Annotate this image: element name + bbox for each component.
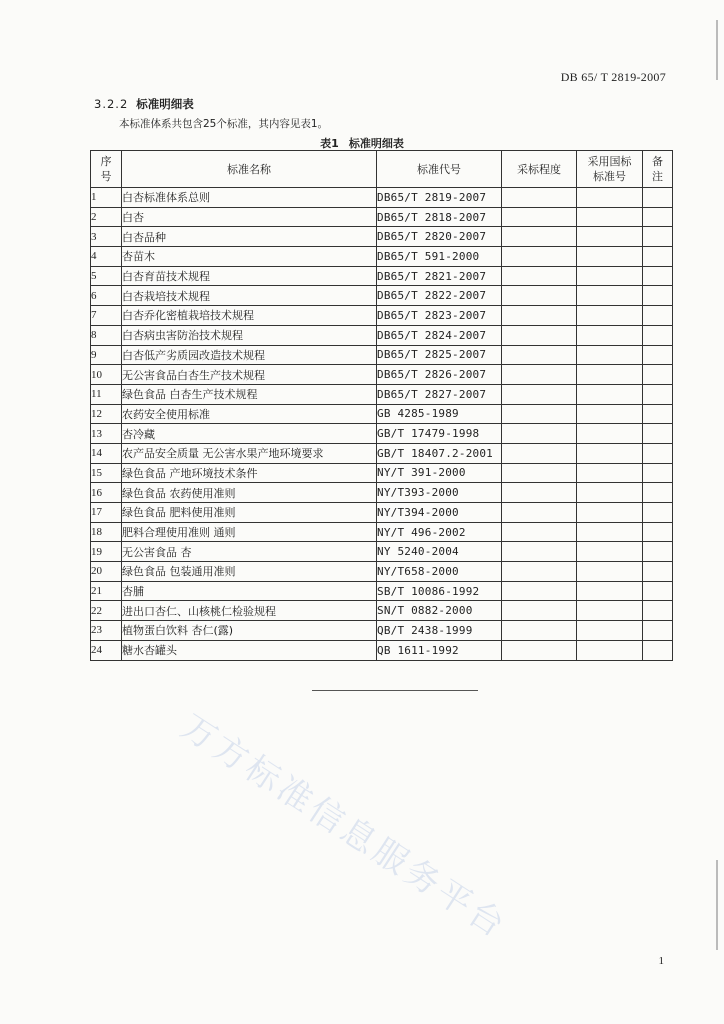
row-standard-name: 白杏栽培技术规程 bbox=[122, 286, 377, 306]
row-standard-code: DB65/T 2818-2007 bbox=[377, 207, 502, 227]
row-remark bbox=[643, 581, 673, 601]
row-standard-code: DB65/T 2822-2007 bbox=[377, 286, 502, 306]
table-row bbox=[91, 483, 673, 503]
table-row bbox=[91, 542, 673, 562]
row-serial: 13 bbox=[91, 424, 122, 444]
row-serial: 9 bbox=[91, 345, 122, 365]
row-standard-name: 绿色食品 肥料使用准则 bbox=[122, 503, 377, 523]
row-remark bbox=[643, 522, 673, 542]
row-standard-code: GB 4285-1989 bbox=[377, 404, 502, 424]
row-serial: 19 bbox=[91, 542, 122, 562]
row-serial: 7 bbox=[91, 306, 122, 326]
scan-edge-mark bbox=[716, 20, 718, 80]
row-adoption-degree bbox=[502, 562, 577, 582]
row-standard-name: 糖水杏罐头 bbox=[122, 640, 377, 660]
row-adoption-degree bbox=[502, 286, 577, 306]
row-serial: 5 bbox=[91, 266, 122, 286]
table-row bbox=[91, 621, 673, 641]
row-standard-name: 绿色食品 农药使用准则 bbox=[122, 483, 377, 503]
row-adoption-degree bbox=[502, 227, 577, 247]
row-remark bbox=[643, 188, 673, 208]
row-standard-code: NY/T393-2000 bbox=[377, 483, 502, 503]
row-intl-standard bbox=[577, 601, 643, 621]
row-standard-code: DB65/T 2826-2007 bbox=[377, 365, 502, 385]
row-adoption-degree bbox=[502, 640, 577, 660]
row-serial: 8 bbox=[91, 325, 122, 345]
row-adoption-degree bbox=[502, 207, 577, 227]
table-row bbox=[91, 345, 673, 365]
row-remark bbox=[643, 640, 673, 660]
row-intl-standard bbox=[577, 424, 643, 444]
row-adoption-degree bbox=[502, 601, 577, 621]
table-row bbox=[91, 503, 673, 523]
row-standard-code: NY/T394-2000 bbox=[377, 503, 502, 523]
row-adoption-degree bbox=[502, 306, 577, 326]
table-row bbox=[91, 188, 673, 208]
table-caption-title: 标准明细表 bbox=[348, 137, 404, 150]
row-adoption-degree bbox=[502, 424, 577, 444]
row-standard-name: 白杏 bbox=[122, 207, 377, 227]
row-standard-code: NY/T658-2000 bbox=[377, 562, 502, 582]
row-standard-code: DB65/T 2825-2007 bbox=[377, 345, 502, 365]
row-standard-code: DB65/T 2823-2007 bbox=[377, 306, 502, 326]
row-standard-name: 杏苗木 bbox=[122, 247, 377, 267]
row-standard-code: SN/T 0882-2000 bbox=[377, 601, 502, 621]
row-standard-code: NY/T 391-2000 bbox=[377, 463, 502, 483]
row-standard-code: DB65/T 591-2000 bbox=[377, 247, 502, 267]
row-remark bbox=[643, 463, 673, 483]
table-row bbox=[91, 522, 673, 542]
row-adoption-degree bbox=[502, 345, 577, 365]
row-serial: 18 bbox=[91, 522, 122, 542]
row-standard-code: NY 5240-2004 bbox=[377, 542, 502, 562]
row-standard-name: 白杏病虫害防治技术规程 bbox=[122, 325, 377, 345]
table-row bbox=[91, 286, 673, 306]
row-standard-name: 白杏标准体系总则 bbox=[122, 188, 377, 208]
row-standard-name: 植物蛋白饮料 杏仁(露) bbox=[122, 621, 377, 641]
row-intl-standard bbox=[577, 345, 643, 365]
row-serial: 22 bbox=[91, 601, 122, 621]
row-adoption-degree bbox=[502, 365, 577, 385]
row-standard-code: DB65/T 2820-2007 bbox=[377, 227, 502, 247]
row-serial: 23 bbox=[91, 621, 122, 641]
row-standard-name: 农产品安全质量 无公害水果产地环境要求 bbox=[122, 443, 377, 463]
row-standard-name: 白杏低产劣质园改造技术规程 bbox=[122, 345, 377, 365]
row-serial: 1 bbox=[91, 188, 122, 208]
row-serial: 15 bbox=[91, 463, 122, 483]
row-intl-standard bbox=[577, 621, 643, 641]
row-remark bbox=[643, 601, 673, 621]
row-remark bbox=[643, 424, 673, 444]
row-standard-code: DB65/T 2819-2007 bbox=[377, 188, 502, 208]
row-adoption-degree bbox=[502, 325, 577, 345]
row-standard-code: QB/T 2438-1999 bbox=[377, 621, 502, 641]
row-standard-name: 无公害食品白杏生产技术规程 bbox=[122, 365, 377, 385]
row-adoption-degree bbox=[502, 621, 577, 641]
header-serial: 序 号 bbox=[91, 151, 122, 188]
row-remark bbox=[643, 443, 673, 463]
row-standard-code: DB65/T 2824-2007 bbox=[377, 325, 502, 345]
row-remark bbox=[643, 562, 673, 582]
table-row bbox=[91, 463, 673, 483]
footer-rule bbox=[312, 690, 478, 691]
row-intl-standard bbox=[577, 581, 643, 601]
row-serial: 21 bbox=[91, 581, 122, 601]
header-standard-code: 标准代号 bbox=[377, 151, 502, 188]
row-adoption-degree bbox=[502, 443, 577, 463]
row-serial: 6 bbox=[91, 286, 122, 306]
table-caption-label: 表1 bbox=[320, 137, 339, 150]
row-intl-standard bbox=[577, 463, 643, 483]
row-remark bbox=[643, 503, 673, 523]
row-remark bbox=[643, 227, 673, 247]
row-serial: 4 bbox=[91, 247, 122, 267]
row-standard-name: 白杏乔化密植栽培技术规程 bbox=[122, 306, 377, 326]
table-row bbox=[91, 227, 673, 247]
row-standard-code: GB/T 17479-1998 bbox=[377, 424, 502, 444]
row-standard-name: 杏脯 bbox=[122, 581, 377, 601]
row-adoption-degree bbox=[502, 542, 577, 562]
row-remark bbox=[643, 365, 673, 385]
row-intl-standard bbox=[577, 325, 643, 345]
scan-edge-mark bbox=[716, 860, 718, 950]
row-adoption-degree bbox=[502, 483, 577, 503]
table-row bbox=[91, 247, 673, 267]
row-intl-standard bbox=[577, 188, 643, 208]
table-row bbox=[91, 325, 673, 345]
intro-paragraph: 本标准体系共包含25个标准，其内容见表1。 bbox=[119, 118, 329, 130]
row-standard-name: 绿色食品 白杏生产技术规程 bbox=[122, 384, 377, 404]
row-standard-name: 绿色食品 包装通用准则 bbox=[122, 562, 377, 582]
table-row bbox=[91, 266, 673, 286]
row-serial: 10 bbox=[91, 365, 122, 385]
table-row bbox=[91, 601, 673, 621]
row-intl-standard bbox=[577, 443, 643, 463]
row-intl-standard bbox=[577, 483, 643, 503]
row-standard-name: 白杏育苗技术规程 bbox=[122, 266, 377, 286]
row-remark bbox=[643, 404, 673, 424]
row-standard-name: 进出口杏仁、山核桃仁检验规程 bbox=[122, 601, 377, 621]
row-intl-standard bbox=[577, 247, 643, 267]
table-caption bbox=[0, 135, 724, 151]
row-intl-standard bbox=[577, 207, 643, 227]
table-row bbox=[91, 207, 673, 227]
row-serial: 24 bbox=[91, 640, 122, 660]
row-standard-name: 无公害食品 杏 bbox=[122, 542, 377, 562]
row-serial: 16 bbox=[91, 483, 122, 503]
table-row bbox=[91, 424, 673, 444]
row-adoption-degree bbox=[502, 384, 577, 404]
standards-table bbox=[90, 150, 673, 661]
header-adoption-degree: 采标程度 bbox=[502, 151, 577, 188]
table-row bbox=[91, 562, 673, 582]
row-standard-code: DB65/T 2827-2007 bbox=[377, 384, 502, 404]
row-serial: 20 bbox=[91, 562, 122, 582]
row-intl-standard bbox=[577, 562, 643, 582]
row-remark bbox=[643, 384, 673, 404]
row-standard-code: QB 1611-1992 bbox=[377, 640, 502, 660]
row-remark bbox=[643, 621, 673, 641]
row-adoption-degree bbox=[502, 188, 577, 208]
row-serial: 2 bbox=[91, 207, 122, 227]
row-standard-name: 肥料合理使用准则 通则 bbox=[122, 522, 377, 542]
header-remark: 备 注 bbox=[643, 151, 673, 188]
page-number: 1 bbox=[658, 955, 664, 967]
section-number: 3.2.2 bbox=[94, 97, 129, 111]
table-header-row bbox=[91, 151, 673, 188]
row-remark bbox=[643, 483, 673, 503]
header-standard-name: 标准名称 bbox=[122, 151, 377, 188]
row-adoption-degree bbox=[502, 404, 577, 424]
table-row bbox=[91, 443, 673, 463]
row-adoption-degree bbox=[502, 266, 577, 286]
row-intl-standard bbox=[577, 522, 643, 542]
row-serial: 14 bbox=[91, 443, 122, 463]
row-serial: 3 bbox=[91, 227, 122, 247]
row-remark bbox=[643, 266, 673, 286]
row-standard-name: 杏冷藏 bbox=[122, 424, 377, 444]
row-intl-standard bbox=[577, 503, 643, 523]
row-remark bbox=[643, 306, 673, 326]
row-intl-standard bbox=[577, 266, 643, 286]
row-remark bbox=[643, 247, 673, 267]
row-adoption-degree bbox=[502, 463, 577, 483]
row-remark bbox=[643, 345, 673, 365]
row-standard-code: SB/T 10086-1992 bbox=[377, 581, 502, 601]
table-row bbox=[91, 404, 673, 424]
row-remark bbox=[643, 286, 673, 306]
section-heading bbox=[94, 96, 194, 112]
row-standard-code: GB/T 18407.2-2001 bbox=[377, 443, 502, 463]
table-row bbox=[91, 640, 673, 660]
row-intl-standard bbox=[577, 404, 643, 424]
row-adoption-degree bbox=[502, 503, 577, 523]
row-adoption-degree bbox=[502, 522, 577, 542]
row-standard-name: 绿色食品 产地环境技术条件 bbox=[122, 463, 377, 483]
row-serial: 11 bbox=[91, 384, 122, 404]
row-remark bbox=[643, 207, 673, 227]
section-title: 标准明细表 bbox=[136, 97, 194, 111]
watermark: 万方标准信息服务平台 bbox=[173, 706, 515, 948]
row-intl-standard bbox=[577, 640, 643, 660]
row-intl-standard bbox=[577, 542, 643, 562]
row-intl-standard bbox=[577, 306, 643, 326]
row-standard-name: 白杏品种 bbox=[122, 227, 377, 247]
row-serial: 17 bbox=[91, 503, 122, 523]
row-standard-code: DB65/T 2821-2007 bbox=[377, 266, 502, 286]
header-intl-standard: 采用国标 标准号 bbox=[577, 151, 643, 188]
row-adoption-degree bbox=[502, 581, 577, 601]
row-serial: 12 bbox=[91, 404, 122, 424]
row-standard-code: NY/T 496-2002 bbox=[377, 522, 502, 542]
row-intl-standard bbox=[577, 384, 643, 404]
table-row bbox=[91, 384, 673, 404]
document-code: DB 65/ T 2819-2007 bbox=[560, 70, 666, 84]
row-remark bbox=[643, 542, 673, 562]
table-row bbox=[91, 306, 673, 326]
row-intl-standard bbox=[577, 286, 643, 306]
row-standard-name: 农药安全使用标准 bbox=[122, 404, 377, 424]
table-row bbox=[91, 581, 673, 601]
row-adoption-degree bbox=[502, 247, 577, 267]
row-remark bbox=[643, 325, 673, 345]
row-intl-standard bbox=[577, 227, 643, 247]
table-row bbox=[91, 365, 673, 385]
row-intl-standard bbox=[577, 365, 643, 385]
